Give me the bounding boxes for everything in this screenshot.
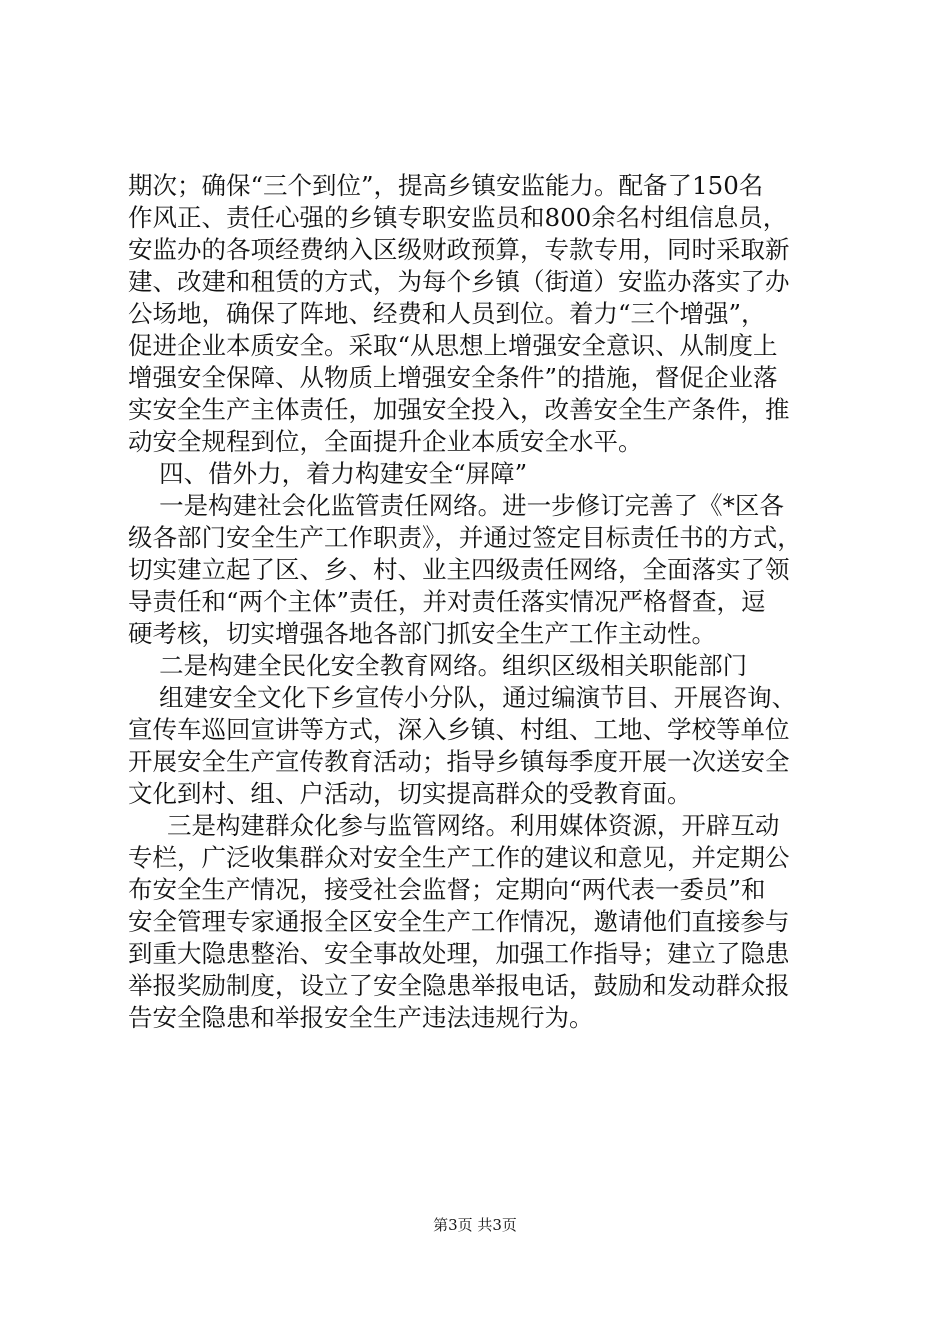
text-line: 文化到村、组、户活动，切实提高群众的受教育面。 <box>128 779 692 808</box>
page-footer: 第3页 共3页 <box>433 1216 517 1234</box>
text-line: 增强安全保障、从物质上增强安全条件”的措施，督促企业落 <box>128 363 778 392</box>
text-line: 动安全规程到位，全面提升企业本质安全水平。 <box>128 427 643 456</box>
text-line: 到重大隐患整治、安全事故处理，加强工作指导；建立了隐患 <box>128 939 790 968</box>
document-body <box>128 170 840 1034</box>
text-line: 实安全生产主体责任，加强安全投入，改善安全生产条件，推 <box>128 395 790 424</box>
text-line: 级各部门安全生产工作职责》，并通过签定目标责任书的方式， <box>128 523 802 552</box>
text-line: 切实建立起了区、乡、村、业主四级责任网络，全面落实了领 <box>128 555 790 584</box>
text-line: 开展安全生产宣传教育活动；指导乡镇每季度开展一次送安全 <box>128 747 790 776</box>
text-line: 促进企业本质安全。采取“从思想上增强安全意识、从制度上 <box>128 331 778 360</box>
text-line: 三是构建群众化参与监管网络。利用媒体资源，开辟互动 <box>128 811 780 840</box>
text-line: 期次；确保“三个到位”，提高乡镇安监能力。配备了150名 <box>128 171 764 200</box>
text-line: 安全管理专家通报全区安全生产工作情况，邀请他们直接参与 <box>128 907 790 936</box>
text-line: 建、改建和租赁的方式，为每个乡镇（街道）安监办落实了办 <box>128 267 790 296</box>
text-line: 一是构建社会化监管责任网络。进一步修订完善了《*区各 <box>128 491 784 520</box>
text-line: 公场地，确保了阵地、经费和人员到位。着力“三个增强”， <box>128 299 766 328</box>
text-line: 告安全隐患和举报安全生产违法违规行为。 <box>128 1003 594 1032</box>
text-line: 布安全生产情况，接受社会监督；定期向“两代表一委员”和 <box>128 875 766 904</box>
text-line: 二是构建全民化安全教育网络。组织区级相关职能部门 <box>128 651 748 680</box>
text-line: 硬考核，切实增强各地各部门抓安全生产工作主动性。 <box>128 619 716 648</box>
text-line: 安监办的各项经费纳入区级财政预算，专款专用，同时采取新 <box>128 235 790 264</box>
text-line: 作风正、责任心强的乡镇专职安监员和800余名村组信息员， <box>128 203 788 232</box>
text-line: 导责任和“两个主体”责任，并对责任落实情况严格督查，逗 <box>128 587 766 616</box>
text-line: 组建安全文化下乡宣传小分队，通过编演节目、开展咨询、 <box>128 683 797 712</box>
text-line: 举报奖励制度，设立了安全隐患举报电话，鼓励和发动群众报 <box>128 971 790 1000</box>
text-line: 宣传车巡回宣讲等方式，深入乡镇、村组、工地、学校等单位 <box>128 715 790 744</box>
section-heading: 四、借外力，着力构建安全“屏障” <box>128 459 528 488</box>
text-line: 专栏，广泛收集群众对安全生产工作的建议和意见，并定期公 <box>128 843 790 872</box>
